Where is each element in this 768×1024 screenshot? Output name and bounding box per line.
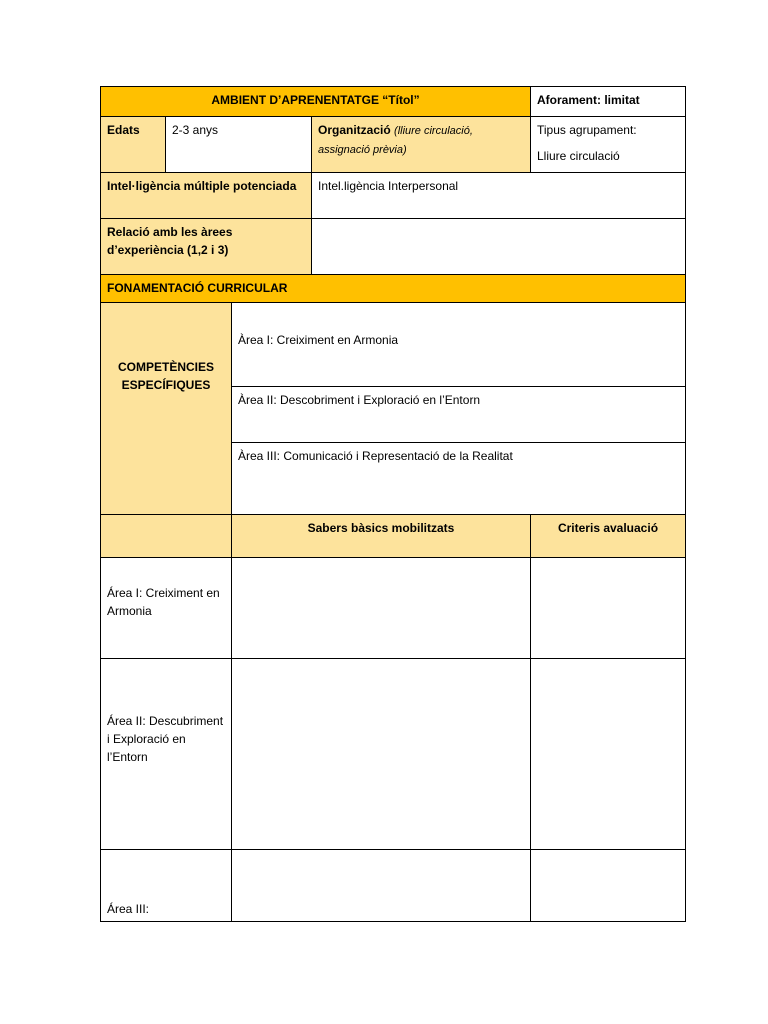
intel-label: Intel·ligència múltiple potenciada bbox=[107, 179, 297, 193]
competencies-area-3-text: Àrea III: Comunicació i Representació de la Realitat bbox=[238, 449, 513, 463]
intel-label-cell bbox=[100, 172, 312, 219]
competencies-area-2-text: Àrea II: Descobriment i Exploració en l’Entorn bbox=[238, 393, 481, 407]
row-2-label: Área II: Descubriment i Exploració en l’Entorn bbox=[107, 714, 224, 764]
intel-value: Intel.ligència Interpersonal bbox=[318, 179, 459, 193]
table-row-label bbox=[100, 557, 232, 659]
fonamentacio-header bbox=[100, 274, 686, 303]
competencies-area-1-text: Àrea I: Creiximent en Armonia bbox=[238, 333, 399, 347]
edats-label-cell bbox=[100, 116, 166, 173]
organitzacio-cell bbox=[311, 116, 531, 173]
row-3-label: Área III: bbox=[107, 902, 150, 916]
organitzacio-note: (lliure circulació, assignació prèvia) bbox=[318, 125, 473, 156]
organitzacio-label: Organització bbox=[318, 123, 391, 137]
intel-value-cell bbox=[311, 172, 686, 219]
criteris-header-cell bbox=[530, 514, 686, 558]
edats-value-cell bbox=[165, 116, 312, 173]
row-2-criteris[interactable] bbox=[530, 658, 686, 850]
relacio-value-cell[interactable] bbox=[311, 218, 686, 275]
table-row-label bbox=[100, 849, 232, 922]
tipus-value: Lliure circulació bbox=[537, 149, 620, 163]
row-2-sabers[interactable] bbox=[231, 658, 531, 850]
form-title: AMBIENT D’APRENENTATGE “Títol” bbox=[211, 93, 420, 107]
relacio-label: Relació amb les àrees d’experiència (1,2 i 3) bbox=[107, 225, 233, 257]
competencies-label-cell bbox=[100, 302, 232, 515]
relacio-label-cell bbox=[100, 218, 312, 275]
row-3-sabers[interactable] bbox=[231, 849, 531, 922]
tipus-label: Tipus agrupament: bbox=[537, 123, 637, 137]
row-3-criteris[interactable] bbox=[530, 849, 686, 922]
tipus-cell bbox=[530, 116, 686, 173]
table-row-label bbox=[100, 658, 232, 850]
aforament-cell bbox=[530, 86, 686, 117]
competencies-area-3 bbox=[231, 442, 686, 515]
competencies-label: COMPETÈNCIES ESPECÍFIQUES bbox=[117, 360, 214, 392]
row-1-label: Área I: Creiximent en Armonia bbox=[107, 586, 220, 618]
sabers-header-2: Criteris avaluació bbox=[557, 521, 659, 535]
row-1-sabers[interactable] bbox=[231, 557, 531, 659]
edats-label: Edats bbox=[107, 123, 140, 137]
competencies-area-2 bbox=[231, 386, 686, 443]
sabers-header-cell bbox=[231, 514, 531, 558]
aforament-text: Aforament: limitat bbox=[537, 93, 640, 107]
sabers-header-1: Sabers bàsics mobilitzats bbox=[307, 521, 455, 535]
edats-value: 2-3 anys bbox=[172, 123, 219, 137]
row-1-criteris[interactable] bbox=[530, 557, 686, 659]
sabers-header-empty bbox=[100, 514, 232, 558]
competencies-area-1 bbox=[231, 302, 686, 387]
fonamentacio-title: FONAMENTACIÓ CURRICULAR bbox=[107, 281, 288, 295]
title-cell bbox=[100, 86, 531, 117]
